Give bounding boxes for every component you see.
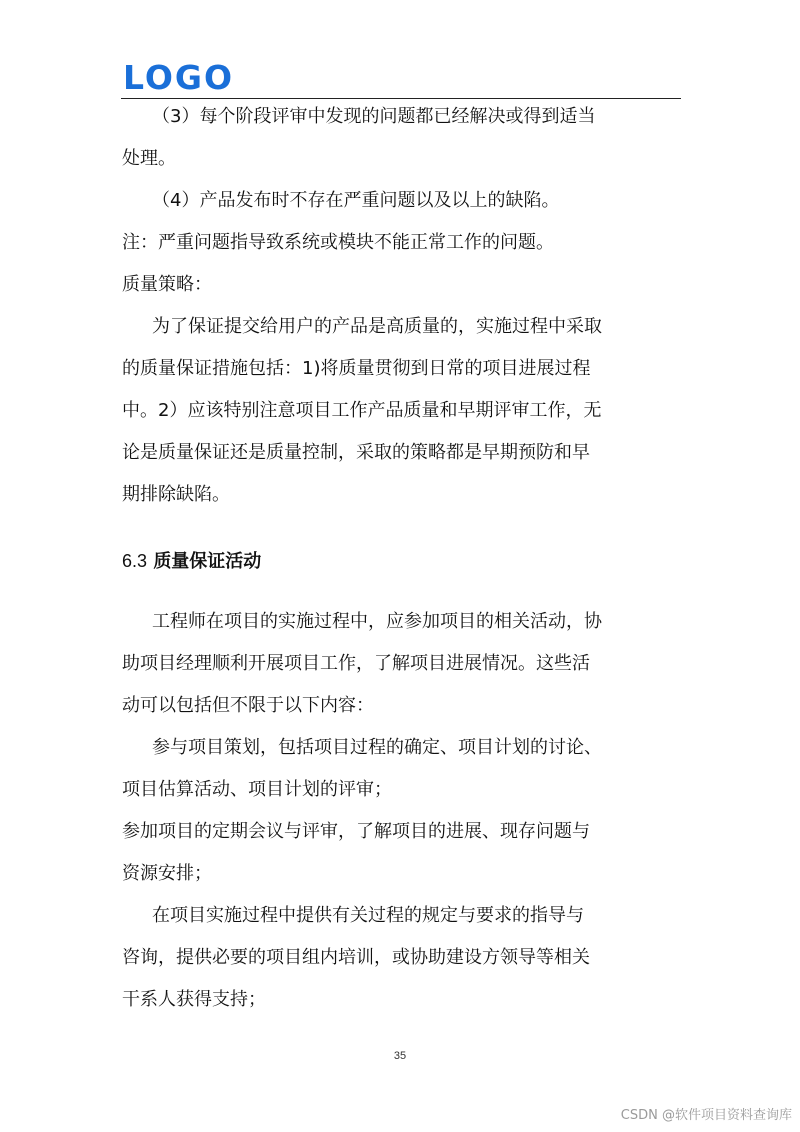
section-paragraph-3-line-2: 资源安排； — [122, 863, 212, 884]
section-paragraph-1-line-3: 动可以包括但不限于以下内容： — [122, 695, 374, 716]
paragraph-strategy-line-3: 中。2）应该特别注意项目工作产品质量和早期评审工作，无 — [122, 400, 602, 421]
section-heading — [122, 540, 682, 583]
document-body — [122, 96, 682, 1021]
watermark-text: CSDN @软件项目资料查询库 — [620, 1108, 792, 1123]
section-paragraph-2-line-2: 项目估算活动、项目计划的评审； — [122, 779, 392, 800]
section-paragraph-4-line-2: 咨询，提供必要的项目组内培训，或协助建设方领导等相关 — [122, 947, 590, 968]
paragraph-strategy-line-4: 论是质量保证还是质量控制，采取的策略都是早期预防和早 — [122, 442, 590, 463]
section-paragraph-1-line-2: 助项目经理顺利开展项目工作，了解项目进展情况。这些活 — [122, 653, 590, 674]
paragraph-item-4: （4）产品发布时不存在严重问题以及以上的缺陷。 — [152, 190, 560, 211]
paragraph-item-3-line-2: 处理。 — [122, 148, 176, 169]
paragraph-strategy-line-2: 的质量保证措施包括：1)将质量贯彻到日常的项目进展过程 — [122, 358, 591, 379]
paragraph-item-3-line-1: （3）每个阶段评审中发现的问题都已经解决或得到适当 — [152, 106, 596, 127]
section-title: 质量保证活动 — [153, 551, 262, 572]
header-logo: LOGO — [123, 58, 235, 97]
section-paragraph-3-line-1: 参加项目的定期会议与评审，了解项目的进展、现存问题与 — [122, 821, 590, 842]
paragraph-quality-strategy-heading: 质量策略： — [122, 274, 212, 295]
section-paragraph-1-line-1: 工程师在项目的实施过程中，应参加项目的相关活动，协 — [152, 611, 602, 632]
section-paragraph-4-line-3: 干系人获得支持； — [122, 989, 266, 1010]
page-number: 35 — [393, 1050, 407, 1062]
section-paragraph-2-line-1: 参与项目策划，包括项目过程的确定、项目计划的讨论、 — [152, 737, 602, 758]
paragraph-strategy-line-1: 为了保证提交给用户的产品是高质量的，实施过程中采取 — [152, 316, 602, 337]
paragraph-note: 注：严重问题指导致系统或模块不能正常工作的问题。 — [122, 232, 554, 253]
section-number: 6.3 — [122, 551, 148, 571]
paragraph-strategy-line-5: 期排除缺陷。 — [122, 484, 230, 505]
section-paragraph-4-line-1: 在项目实施过程中提供有关过程的规定与要求的指导与 — [152, 905, 584, 926]
